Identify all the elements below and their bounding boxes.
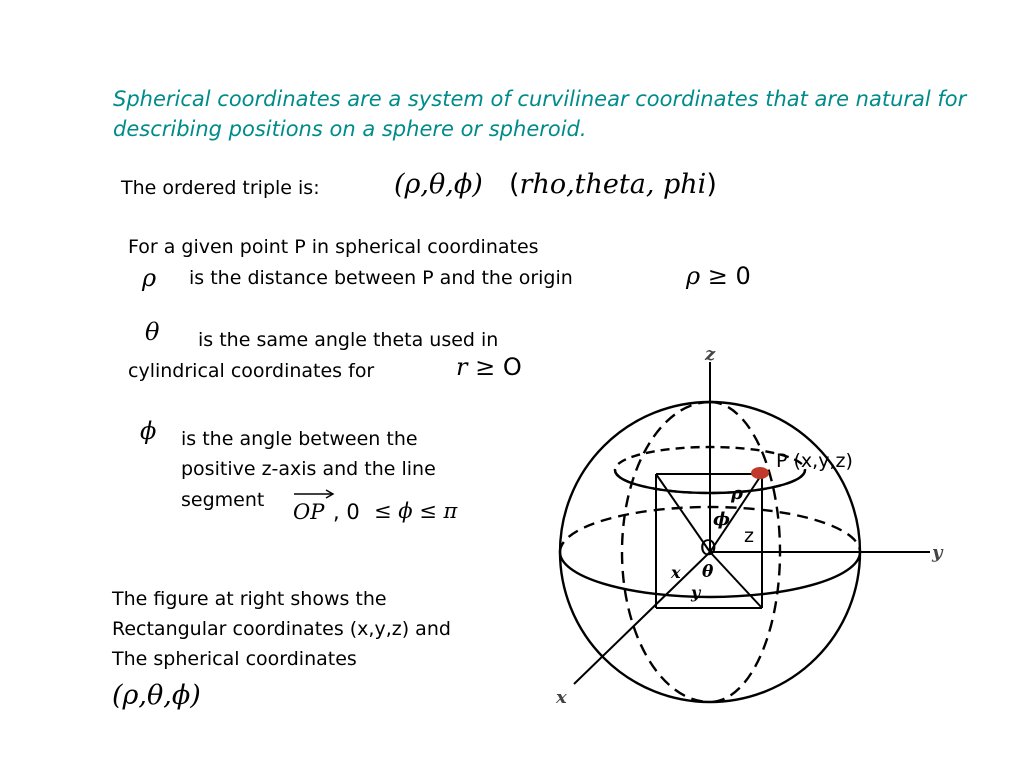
phi-line2: positive z-axis and the line: [181, 458, 436, 480]
phi-line3: segment: [181, 489, 265, 511]
phi-symbol: ϕ: [140, 417, 157, 445]
rho-condition-math: ρ ≥: [686, 262, 728, 290]
theta-condition-math: r ≥: [456, 353, 496, 381]
rho-condition-value: 0: [735, 262, 751, 290]
figure-note-line1: The figure at right shows the: [112, 588, 387, 610]
phi-line1: is the angle between the: [181, 428, 418, 450]
z-axis-label: z: [705, 344, 716, 365]
x-small-label: x: [671, 563, 681, 582]
rho-symbol: ρ: [142, 264, 157, 292]
triple-names: [509, 165, 717, 205]
sphere-diagram: [540, 340, 964, 712]
theta-condition-value: O: [502, 353, 522, 381]
origin-label: O: [700, 536, 717, 560]
point-label: P (x,y,z): [776, 450, 853, 472]
phi-condition-prefix: , 0: [333, 500, 360, 524]
projection-line: [710, 552, 762, 608]
rho-description: is the distance between P and the origin: [189, 267, 573, 289]
x-axis-label: x: [556, 687, 567, 708]
y-small-label: y: [691, 583, 701, 602]
phi-diagram-label: ϕ: [713, 509, 730, 530]
figure-note-symbols: (ρ,θ,ϕ): [112, 680, 201, 711]
x-axis-line: [574, 552, 710, 684]
point-p: [751, 467, 769, 479]
z-length-label: z: [744, 525, 754, 547]
figure-note-line2: Rectangular coordinates (x,y,z) and: [112, 618, 451, 640]
theta-line1: is the same angle theta used in: [198, 329, 499, 351]
triple-close-paren: ): [706, 169, 717, 200]
triple-symbols: (ρ,θ,ϕ): [394, 169, 483, 200]
rho-heading: For a given point P in spherical coordinates: [128, 236, 539, 258]
triple-label: The ordered triple is:: [121, 177, 320, 199]
phi-condition-math: ≤ ϕ ≤ π: [374, 499, 458, 523]
intro-text: Spherical coordinates are a system of curvilinear coordinates that are natural for describing positions on a sphere or spheroid.: [113, 87, 967, 141]
rho-diagram-label: ρ: [731, 483, 743, 504]
triple-names-text: rho,theta, phi: [519, 169, 707, 200]
y-axis-label: y: [932, 542, 943, 563]
vector-op: OP: [293, 500, 325, 524]
figure-note-line3: The spherical coordinates: [112, 648, 357, 670]
theta-line2: cylindrical coordinates for: [128, 360, 375, 382]
theta-diagram-label: θ: [702, 562, 714, 582]
theta-symbol: θ: [145, 318, 160, 346]
theta-condition: [456, 350, 522, 384]
triple-open-paren: (: [509, 169, 520, 200]
rho-condition: [686, 259, 751, 293]
